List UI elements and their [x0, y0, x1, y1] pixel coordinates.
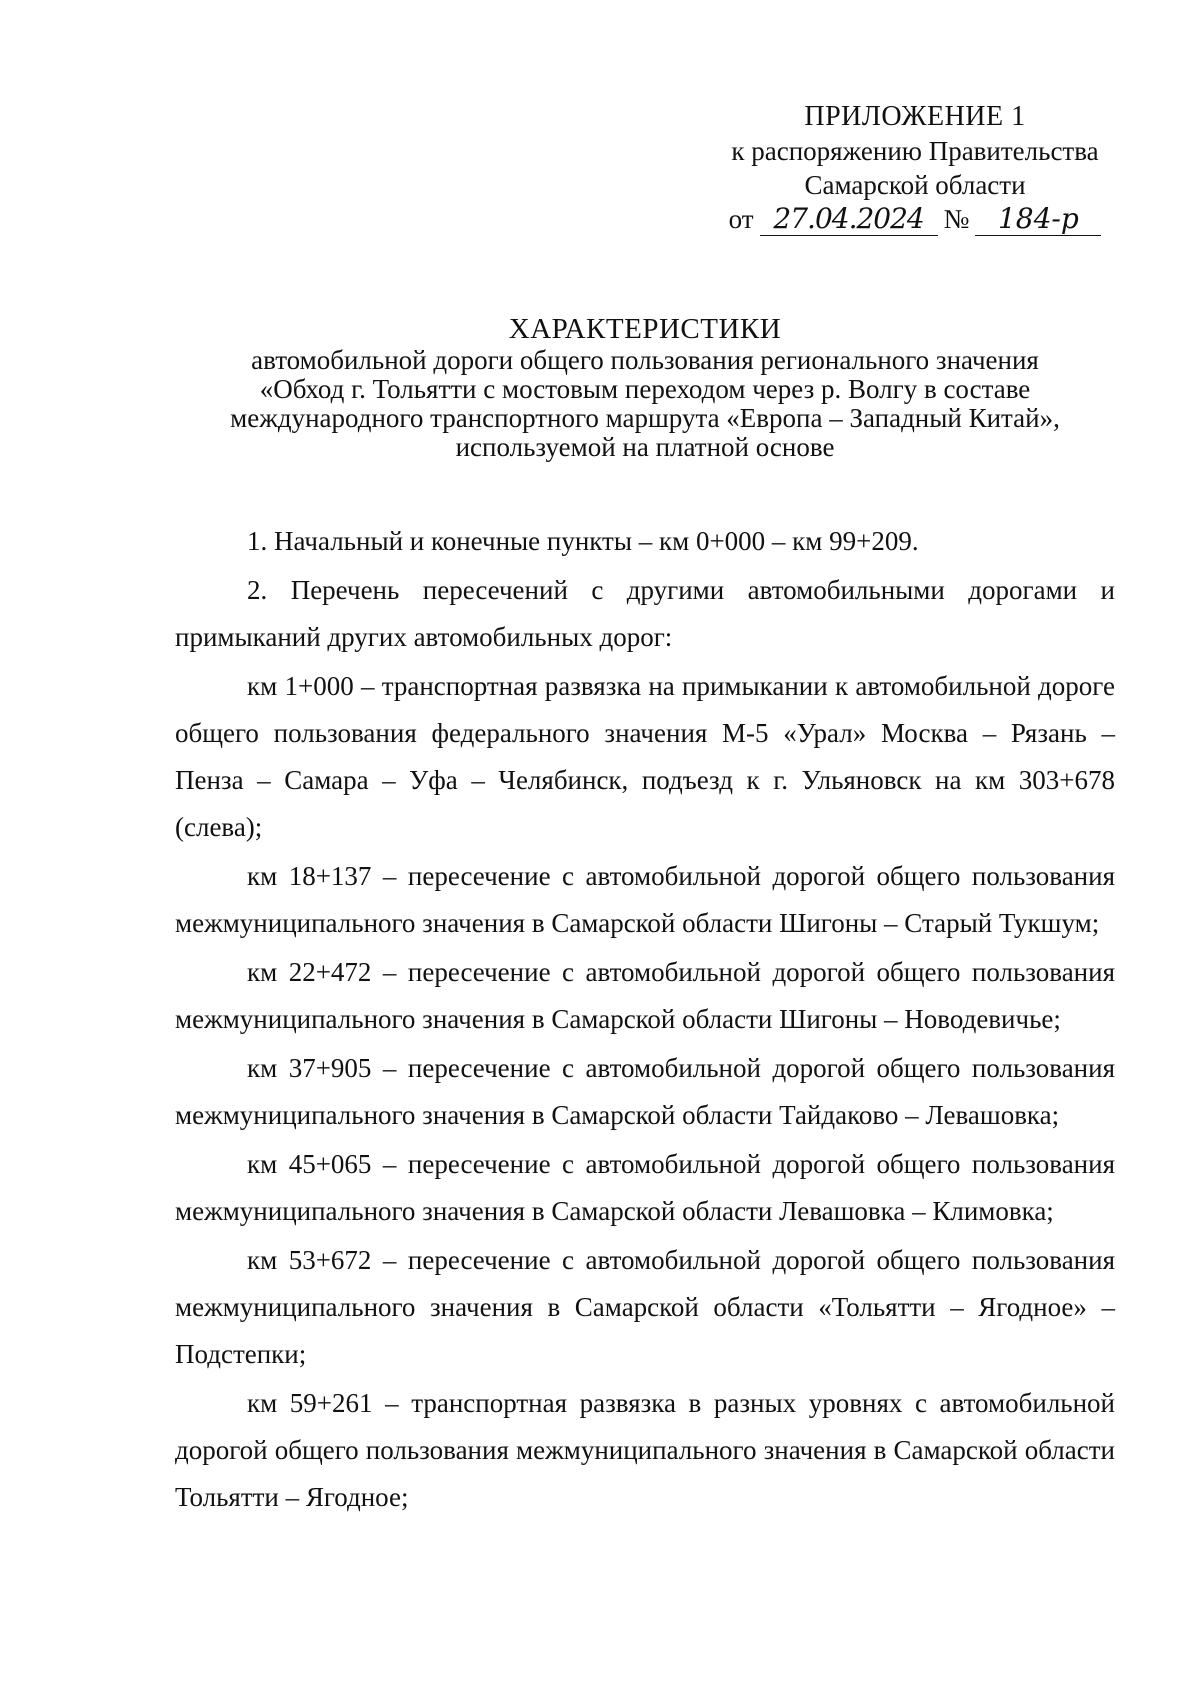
document-title: ХАРАКТЕРИСТИКИ — [508, 313, 782, 345]
number-prefix: № — [943, 204, 970, 234]
list-item: км 59+261 – транспортная развязка в разных уровнях с автомобильной дорогой общего пользования межмуниципального значения в Самарской области Тольятти – Ягодное; — [175, 1388, 1115, 1512]
list-item: км 37+905 – пересечение с автомобильной дорогой общего пользования межмуниципального значения в Самарской области Тайдаково – Левашовка; — [175, 1053, 1115, 1130]
list-item: км 53+672 – пересечение с автомобильной дорогой общего пользования межмуниципального значения в Самарской области «Тольятти – Ягодное» – Подстепки; — [175, 1245, 1115, 1369]
paragraph-item-1: 1. Начальный и конечные пункты – км 0+000 – км 99+209. — [247, 526, 919, 556]
date-prefix: от — [728, 204, 754, 234]
list-item: км 18+137 – пересечение с автомобильной дорогой общего пользования межмуниципального значения в Самарской области Шигоны – Старый Тукшум; — [175, 861, 1115, 938]
appendix-line-2: Самарской области — [804, 170, 1026, 200]
appendix-heading: ПРИЛОЖЕНИЕ 1 — [804, 101, 1026, 132]
list-item: км 22+472 – пересечение с автомобильной дорогой общего пользования межмуниципального значения в Самарской области Шигоны – Новодевичье; — [175, 957, 1115, 1034]
appendix-line-1: к распоряжению Правительства — [731, 136, 1099, 166]
handwritten-date: 27.04.2024 — [760, 203, 938, 236]
paragraph-item-2: 2. Перечень пересечений с другими автомобильными дорогами и примыканий других автомобильных дорог: — [175, 575, 1115, 652]
appendix-date-number-line — [700, 202, 1130, 236]
handwritten-number: 184-р — [975, 203, 1101, 236]
list-item: км 1+000 – транспортная развязка на примыкании к автомобильной дороге общего пользования федерального значения М-5 «Урал» Москва – Рязань – Пенза – Самара – Уфа – Челябинск, подъезд к г. Ульяновск на км 303+678 (слева); — [175, 671, 1115, 842]
title-line-2: «Обход г. Тольятти с мостовым переходом через р. Волгу в составе — [259, 374, 1031, 404]
list-item: км 45+065 – пересечение с автомобильной дорогой общего пользования межмуниципального значения в Самарской области Левашовка – Климовка; — [175, 1149, 1115, 1226]
title-line-4: используемой на платной основе — [455, 432, 835, 462]
title-line-3: международного транспортного маршрута «Европа – Западный Китай», — [230, 403, 1060, 433]
title-line-1: автомобильной дороги общего пользования регионального значения — [251, 345, 1039, 375]
document-title-block — [175, 312, 1115, 462]
document-body — [175, 518, 1115, 1521]
appendix-block — [700, 100, 1130, 236]
